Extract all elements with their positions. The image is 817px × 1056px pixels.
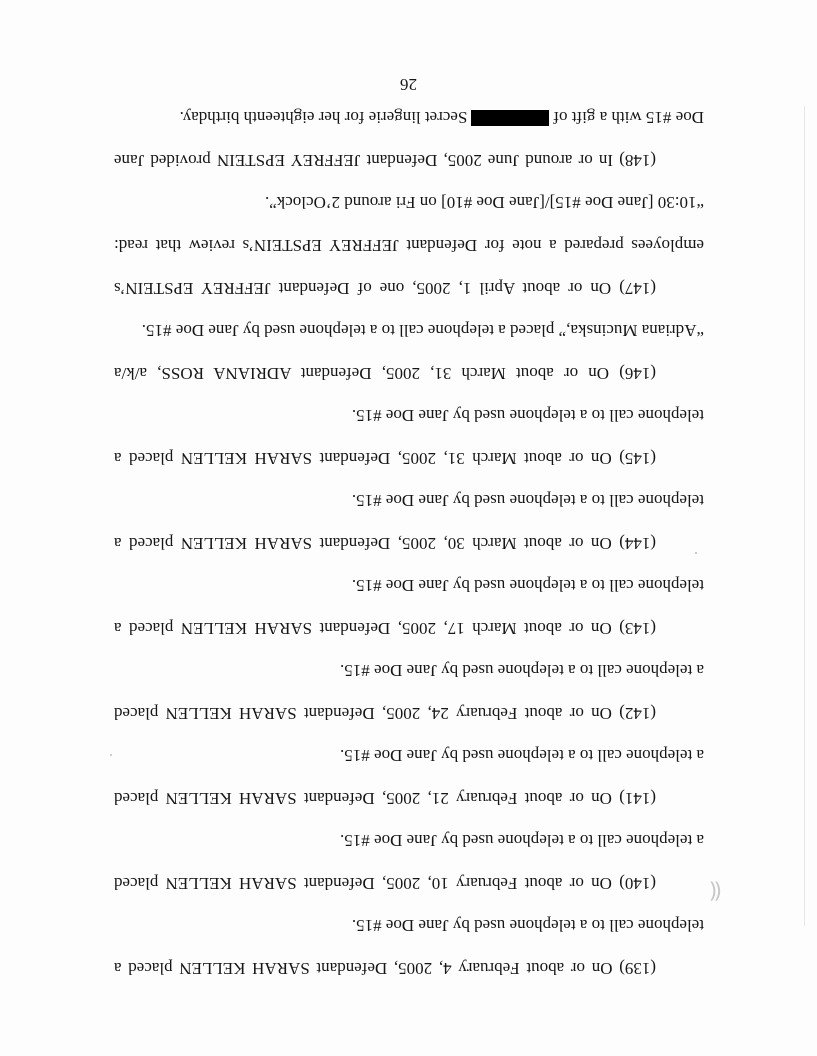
paragraph-148-line-2 <box>180 107 704 127</box>
scan-speck <box>110 754 112 756</box>
paragraph-146-line-2: “Adriana Mucinska,” placed a telephone call to a telephone used by Jane Doe #15. <box>141 321 704 340</box>
paragraph-144-line-1: (144) On or about March 30, 2005, Defendant SARAH KELLEN placed a <box>114 534 656 553</box>
paragraph-145-line-1: (145) On or about March 31, 2005, Defendant SARAH KELLEN placed a <box>114 449 656 468</box>
paragraph-145-line-2: telephone call to a telephone used by Jane Doe #15. <box>351 406 704 425</box>
paragraph-148-text-after-redaction: Secret lingerie for her eighteenth birthday. <box>179 108 468 127</box>
paragraph-140-line-2: a telephone call to a telephone used by Jane Doe #15. <box>340 831 704 850</box>
paragraph-147-line-3: “10:30 [Jane Doe #15]/[Jane Doe #10] on Fri around 2’Oclock”. <box>264 193 704 212</box>
paragraph-142-line-2: a telephone call to a telephone used by Jane Doe #15. <box>340 661 704 680</box>
scan-speck <box>695 552 697 554</box>
paragraph-143-line-1: (143) On or about March 17, 2005, Defendant SARAH KELLEN placed a <box>114 619 656 638</box>
page-number: 26 <box>400 75 417 94</box>
paragraph-142-line-1: (142) On or about February 24, 2005, Defendant SARAH KELLEN placed <box>114 704 656 723</box>
paragraph-147-line-1: (147) On or about April 1, 2005, one of Defendant JEFFREY EPSTEIN’s <box>114 279 656 298</box>
page-stamp-mark: ⸨ <box>709 879 721 904</box>
paragraph-141-line-1: (141) On or about February 21, 2005, Defendant SARAH KELLEN placed <box>114 789 656 808</box>
paragraph-144-line-2: telephone call to a telephone used by Jane Doe #15. <box>351 491 704 510</box>
paragraph-146-line-1: (146) On or about March 31, 2005, Defendant ADRIANA ROSS, a/k/a <box>114 364 656 383</box>
redaction-bar <box>471 110 549 126</box>
paragraph-148-line-1: (148) In or around June 2005, Defendant JEFFREY EPSTEIN provided Jane <box>114 151 656 170</box>
paragraph-147-line-2: employees prepared a note for Defendant JEFFREY EPSTEIN’s review that read: <box>114 236 704 255</box>
paragraph-139-line-2: telephone call to a telephone used by Jane Doe #15. <box>351 916 704 935</box>
paragraph-141-line-2: a telephone call to a telephone used by Jane Doe #15. <box>340 746 704 765</box>
paragraph-139-line-1: (139) On or about February 4, 2005, Defendant SARAH KELLEN placed a <box>114 959 656 978</box>
paragraph-140-line-1: (140) On or about February 10, 2005, Defendant SARAH KELLEN placed <box>114 874 656 893</box>
paragraph-143-line-2: telephone call to a telephone used by Jane Doe #15. <box>351 576 704 595</box>
paragraph-148-text-before-redaction: Doe #15 with a gift of <box>553 108 704 127</box>
scan-edge-line <box>804 106 805 926</box>
